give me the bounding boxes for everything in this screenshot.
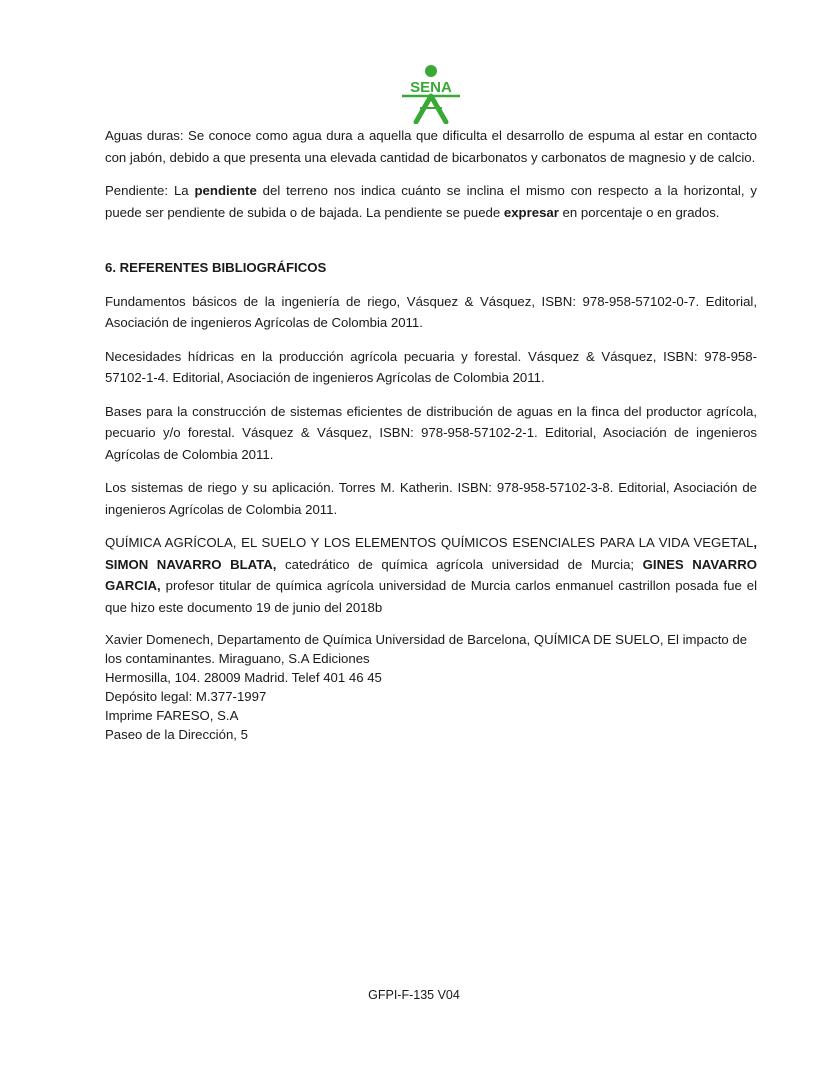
sena-logo-text: SENA [410, 79, 452, 96]
reference-6-deposit: Depósito legal: M.377-1997 [105, 689, 267, 704]
reference-4: Los sistemas de riego y su aplicación. Torres M. Katherin. ISBN: 978-958-57102-3-8. Editorial, Asociación de ingenieros Agrícolas de Colombia 2011. [105, 480, 757, 517]
text-span: en porcentaje o en grados. [558, 204, 720, 220]
text-span: del terreno nos indica cuánto se inclina el mismo con respecto a la horizontal, y puede ser pendiente de subida o de bajada. La pendiente se puede [105, 183, 757, 220]
reference-6: Xavier Domenech, Departamento de Química Universidad de Barcelona, QUÍMICA DE SUELO, El impacto de los contaminantes. Miraguano, S.A Ediciones [105, 632, 748, 666]
bold-author: GINES NAVARRO GARCIA, [105, 556, 757, 593]
document-footer-code: GFPI-F-135 V04 [368, 988, 460, 1002]
text-span: profesor titular de química agrícola universidad de Murcia carlos enmanuel castrillon posada fue el que hizo este documento 19 de junio del 2018b [105, 578, 757, 615]
bold-author: , SIMON NAVARRO BLATA, [105, 535, 757, 572]
reference-5 [105, 532, 757, 618]
text-span: catedrático de química agrícola universidad de Murcia; [276, 556, 643, 572]
bold-term: expresar [503, 204, 559, 220]
section-title: 6. REFERENTES BIBLIOGRÁFICOS [105, 260, 327, 275]
definition-pendiente [105, 180, 757, 223]
text-span: Pendiente: La [105, 183, 195, 198]
reference-2: Necesidades hídricas en la producción agrícola pecuaria y forestal. Vásquez & Vásquez, ISBN: 978-958-57102-1-4. Editorial, Asociación de ingenieros Agrícolas de Colombia 2011. [105, 348, 757, 385]
reference-3: Bases para la construcción de sistemas eficientes de distribución de aguas en la finca del productor agrícola, pecuario y/o forestal. Vásquez & Vásquez, ISBN: 978-958-57102-2-1. Editorial, Asociación de ingenieros Agrícolas de Colombia 2011. [105, 403, 757, 462]
reference-6-printer: Imprime FARESO, S.A [105, 708, 239, 723]
reference-6-street: Paseo de la Dirección, 5 [105, 727, 248, 742]
reference-6-address: Hermosilla, 104. 28009 Madrid. Telef 401 46 45 [105, 670, 382, 685]
text-span: QUÍMICA AGRÍCOLA, EL SUELO Y LOS ELEMENTOS QUÍMICOS ESENCIALES PARA LA VIDA VEGETAL [105, 535, 754, 550]
definition-aguas-duras: Aguas duras: Se conoce como agua dura a aquella que dificulta el desarrollo de espuma al estar en contacto con jabón, debido a que presenta una elevada cantidad de bicarbonatos y carbonatos de magnesio y de calcio. [105, 128, 757, 165]
sena-logo [398, 64, 464, 124]
document-body [105, 125, 757, 744]
reference-1: Fundamentos básicos de la ingeniería de riego, Vásquez & Vásquez, ISBN: 978-958-57102-0-7. Editorial, Asociación de ingenieros Agrícolas de Colombia 2011. [105, 293, 757, 330]
bold-term: pendiente [194, 183, 257, 198]
